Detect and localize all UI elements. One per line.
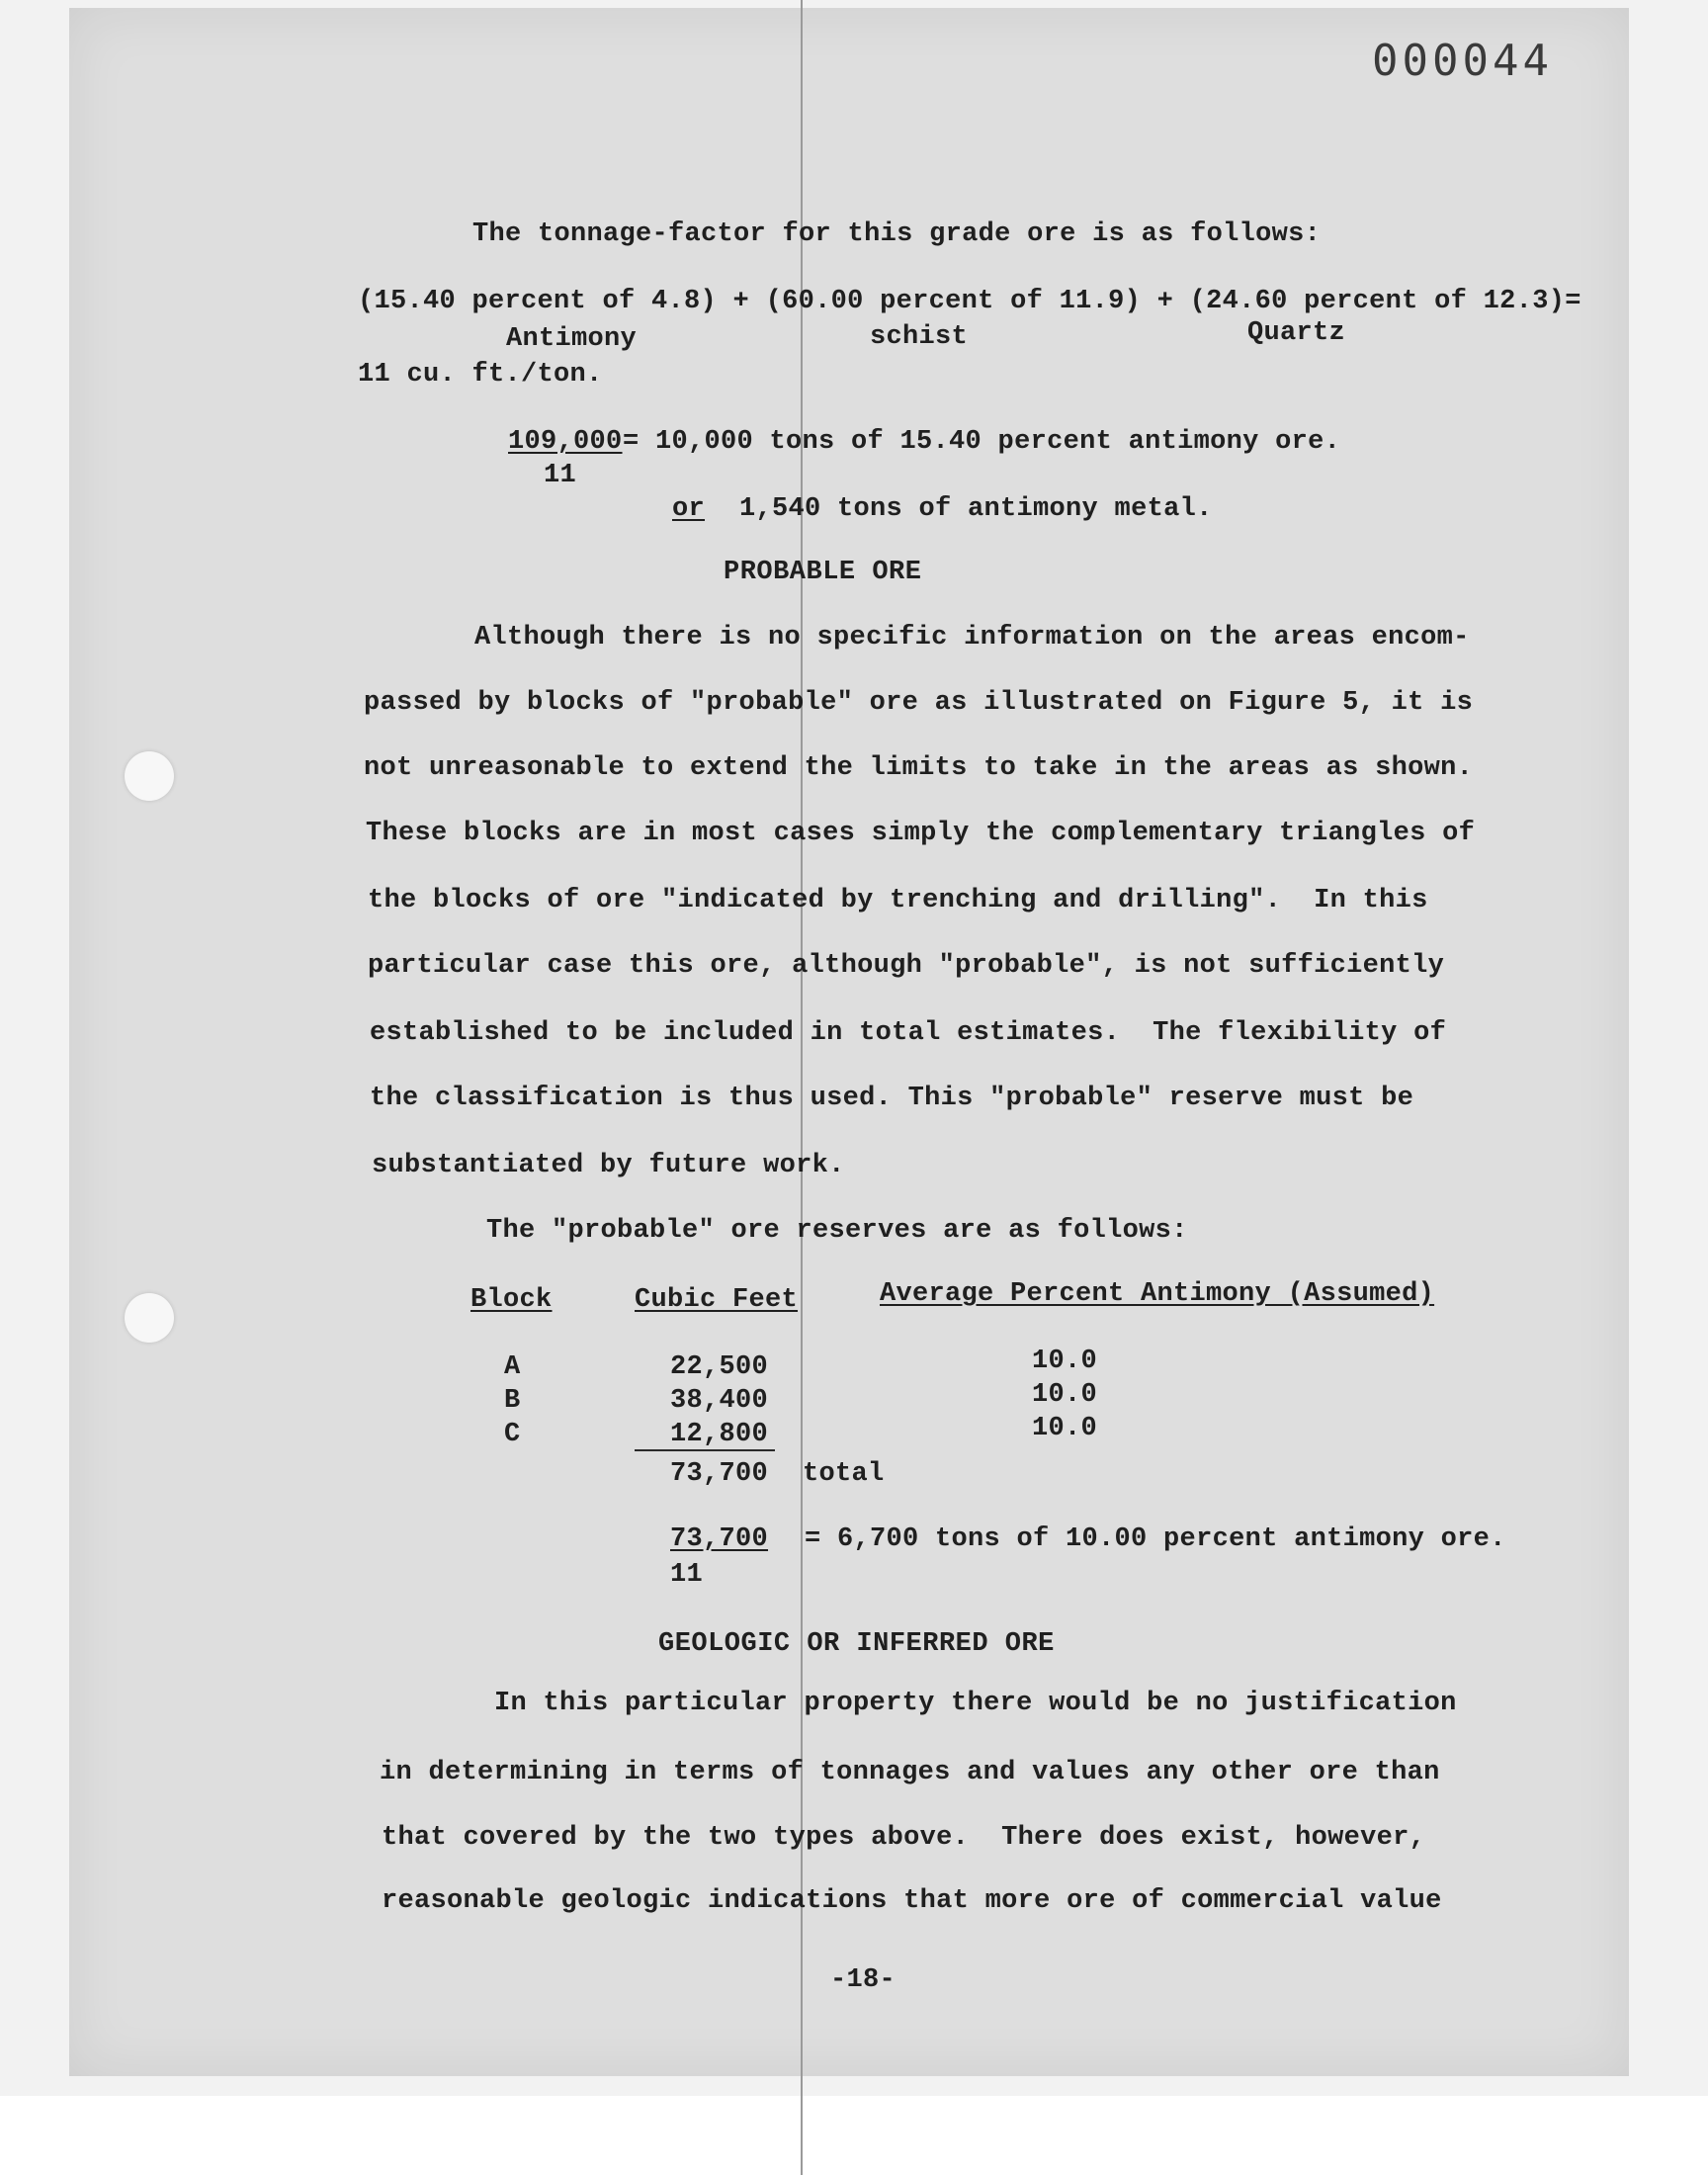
table-cell-cubic-feet: 38,400 [670, 1386, 769, 1416]
paragraph2-line: reasonable geologic indications that more ore of commercial value [382, 1886, 1442, 1916]
punch-hole-lower [125, 1293, 174, 1343]
table-total-value: 73,700 [670, 1459, 769, 1489]
paragraph1-line: passed by blocks of "probable" ore as illustrated on Figure 5, it is [364, 688, 1474, 718]
tonnage-formula: (15.40 percent of 4.8) + (60.00 percent of 11.9) + (24.60 percent of 12.3)= [358, 287, 1581, 316]
table-header-percent: Average Percent Antimony (Assumed) [880, 1279, 1435, 1309]
calc1-numerator: 109,000 [508, 427, 623, 457]
serial-number: 000044 [1372, 36, 1553, 86]
page-number: -18- [830, 1965, 897, 1995]
paragraph1-line: the blocks of ore "indicated by trenching and drilling". In this [368, 886, 1428, 915]
paragraph2-line: that covered by the two types above. There does exist, however, [382, 1823, 1426, 1853]
paragraph1-line: substantiated by future work. [372, 1151, 845, 1180]
heading-geologic-ore: GEOLOGIC OR INFERRED ORE [658, 1629, 1055, 1659]
calc1-metal: 1,540 tons of antimony metal. [739, 494, 1213, 524]
calc2-numerator: 73,700 [670, 1524, 769, 1554]
paragraph1-line: not unreasonable to extend the limits to take in the areas as shown. [364, 753, 1474, 783]
table-cell-percent: 10.0 [1032, 1414, 1098, 1443]
calc1-result: = 10,000 tons of 15.40 percent antimony ore. [623, 427, 1341, 457]
table-cell-block: A [504, 1352, 521, 1382]
total-rule [635, 1449, 775, 1451]
table-header-cubic-feet: Cubic Feet [635, 1285, 799, 1315]
paragraph1-line: the classification is thus used. This "probable" reserve must be [370, 1084, 1414, 1113]
tonnage-intro: The tonnage-factor for this grade ore is as follows: [472, 219, 1322, 249]
paragraph1-line: particular case this ore, although "probable", is not sufficiently [368, 951, 1445, 981]
paragraph2-line: In this particular property there would be no justification [494, 1689, 1457, 1718]
label-schist: schist [870, 322, 969, 352]
label-quartz: Quartz [1247, 318, 1346, 348]
paragraph1-line: Although there is no specific information on the areas encom- [474, 623, 1470, 652]
tonnage-factor-result: 11 cu. ft./ton. [358, 360, 603, 390]
paragraph2-line: in determining in terms of tonnages and values any other ore than [380, 1758, 1440, 1787]
reserves-intro: The "probable" ore reserves are as follows: [486, 1216, 1188, 1246]
calc1-or: or [672, 494, 706, 524]
table-cell-block: C [504, 1420, 521, 1449]
punch-hole-upper [125, 751, 174, 801]
calc2-result: = 6,700 tons of 10.00 percent antimony ore. [805, 1524, 1506, 1554]
heading-probable-ore: PROBABLE ORE [724, 558, 922, 587]
table-cell-block: B [504, 1386, 521, 1416]
table-cell-cubic-feet: 22,500 [670, 1352, 769, 1382]
table-total-label: total [803, 1459, 885, 1489]
table-cell-percent: 10.0 [1032, 1380, 1098, 1410]
label-antimony: Antimony [506, 324, 638, 354]
calc2-denominator: 11 [670, 1560, 704, 1590]
paragraph1-line: established to be included in total estimates. The flexibility of [370, 1018, 1447, 1048]
paragraph1-line: These blocks are in most cases simply the complementary triangles of [366, 819, 1476, 848]
calc1-denominator: 11 [544, 461, 577, 490]
table-cell-percent: 10.0 [1032, 1347, 1098, 1376]
table-header-block: Block [470, 1285, 553, 1315]
table-cell-cubic-feet: 12,800 [670, 1420, 769, 1449]
